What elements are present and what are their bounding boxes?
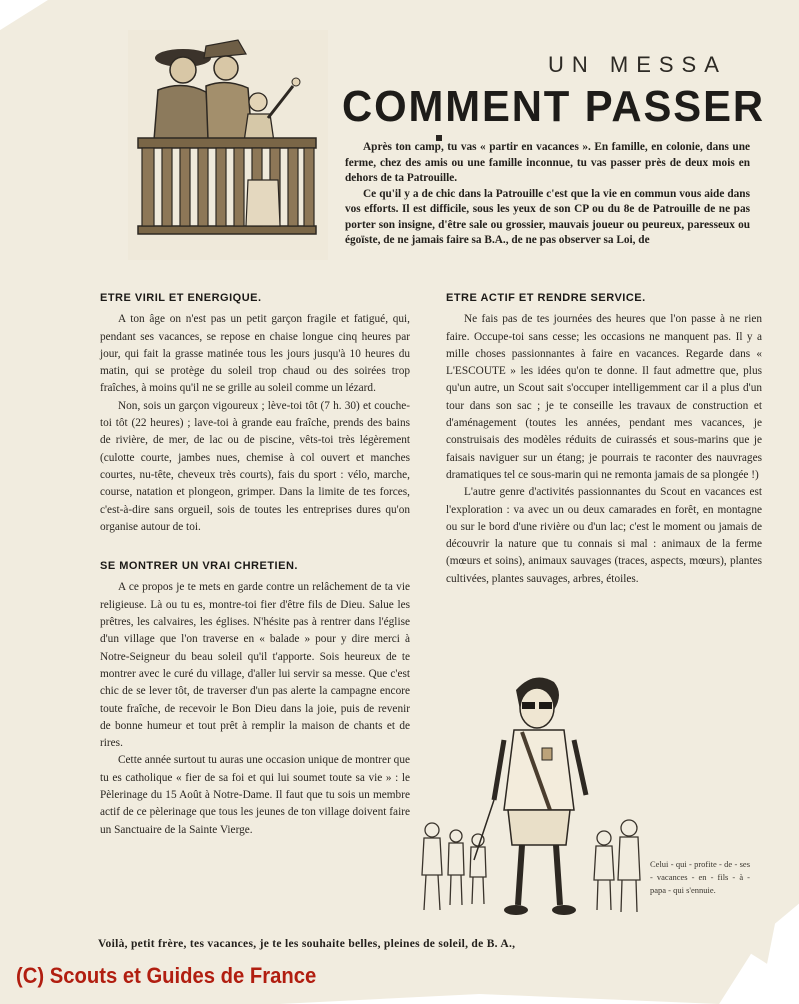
closing-line: Voilà, petit frère, tes vacances, je te les souhaite belles, pleines de soleil, de B. A., [98, 938, 516, 950]
body-paragraph: A ce propos je te mets en garde contre un relâchement de ta vie religieuse. Là ou tu es, montre-toi fier d'être fils de Dieu. Salue les prêtres, les calvaires, les églises. N'hésite pas à rentrer dans l'église d'un village que l'on traverse en « balade » pour y dire merci à Notre-Seigneur du beau soleil qu'il t'apporte. Sois heureux de te montrer avec le curé du village, d'aller lui servir sa messe. Que c'est chic de se lever tôt, de traverser d'un pas alerte la campagne encore toute fraîche, de recevoir le Bon Dieu dans la joie, puis de revenir de bonne humeur et tout prêt à remplir la maison de chants et de rires. [100, 581, 410, 750]
left-column [100, 290, 410, 839]
body-paragraph: A ton âge on n'est pas un petit garçon fragile et fatigué, qui, pendant ses vacances, se repose en chaise longue cinq heures par jour, qui fait la grasse matinée tous les jours jusqu'à 10 heures du matin, qui se protège du soleil trop chaud ou des soirées trop fraîches, à moins qu'il ne se grille au soleil comme un lézard. [100, 313, 410, 395]
illustration-caption: Celui - qui - profite - de - ses - vacances - en - fils - à - papa - qui s'ennuie. [650, 859, 750, 895]
body-paragraph: Ne fais pas de tes journées des heures que l'on passe à ne rien faire. Occupe-toi sans cesse; les occasions ne manquent pas. Il y a mille choses passionnantes à faire en vacances. Regarde dans « L'ESCOUTE » les idées qu'on te donne. Il faut admettre que, plus qu'un autre, un Scout sait s'occuper intelligemment car il a plus d'un tour dans son sac ; je te conseille les travaux de construction et d'aménagement (toutes les années, pendant mes vacances, je construisais des modèles réduits de cuirassés et sous-marins que je faisais naviguer sur un étang; je pourrais te raconter des nauvrages dramatiques tel ce sous-marin qui ne remonta jamais de sa plongée !) [446, 313, 762, 481]
body-paragraph: L'autre genre d'activités passionnantes du Scout en vacances est l'exploration : va avec un ou deux camarades en forêt, en montagne ou sur le bord d'une rivière ou d'un lac; c'est le moment ou jamais de découvrir la nature que tu connais si mal : animaux de la ferme (mœurs et soins), animaux sauvages (traces, aspects, mœurs), plantes cultivées, plantes sauvages, arbres, étoiles. [446, 486, 762, 585]
family-on-balcony-illustration [128, 30, 328, 260]
body-paragraph: Non, sois un garçon vigoureux ; lève-toi tôt (7 h. 30) et couche-toi tôt (22 heures) ; lave-toi à grande eau fraîche, prends des bains de rivière, de mer, de lac ou de piscine, vêts-toi très légèrement (culotte courte, jambes nues, chemise à col ouvert et manches courtes, nu-tête, cheveux très courts), fais du sport : vélo, marche, course, natation et plongeon, grimper. Dans la limite de tes forces, c'est-à-dire sans orgueil, sois de toutes les entreprises dures qu'on organise autour de toi. [100, 399, 410, 533]
page-title: COMMENT PASSER [342, 82, 765, 131]
section-heading-viril: ETRE VIRIL ET ENERGIQUE. [100, 292, 262, 304]
header-kicker: UN MESSA [548, 52, 727, 77]
intro-paragraph: Ce qu'il y a de chic dans la Patrouille c'est que la vie en commun vous aide dans vos efforts. Il est difficile, sous les yeux de son CP ou du 8e de Patrouille de ne pas porter son insigne, d'être sale ou grossier, mauvais joueur ou peureux, paresseux ou égoïste, de ne jamais faire sa B.A., de ne pas observer sa Loi, de [345, 187, 750, 246]
intro-paragraph: Après ton camp, tu vas « partir en vacances ». En famille, en colonie, dans une ferme, chez des amis ou une famille inconnue, tu vas passer près de deux mois en dehors de ta Patrouille. [345, 141, 750, 184]
copyright-watermark: (C) Scouts et Guides de France [16, 963, 317, 988]
right-column [446, 290, 762, 588]
body-paragraph: Cette année surtout tu auras une occasion unique de montrer que tu es catholique « fier de sa foi et qui lui soumet toute sa vie » : le Pèlerinage du 15 Août à Notre-Dame. Il faut que tu sois un membre actif de ce pèlerinage que tous les jeunes de ton village doivent faire un Sanctuaire de la Sainte Vierge. [100, 754, 410, 836]
intro-text [345, 140, 750, 249]
section-heading-actif: ETRE ACTIF ET RENDRE SERVICE. [446, 292, 646, 304]
section-heading-chretien: SE MONTRER UN VRAI CHRETIEN. [100, 560, 298, 573]
